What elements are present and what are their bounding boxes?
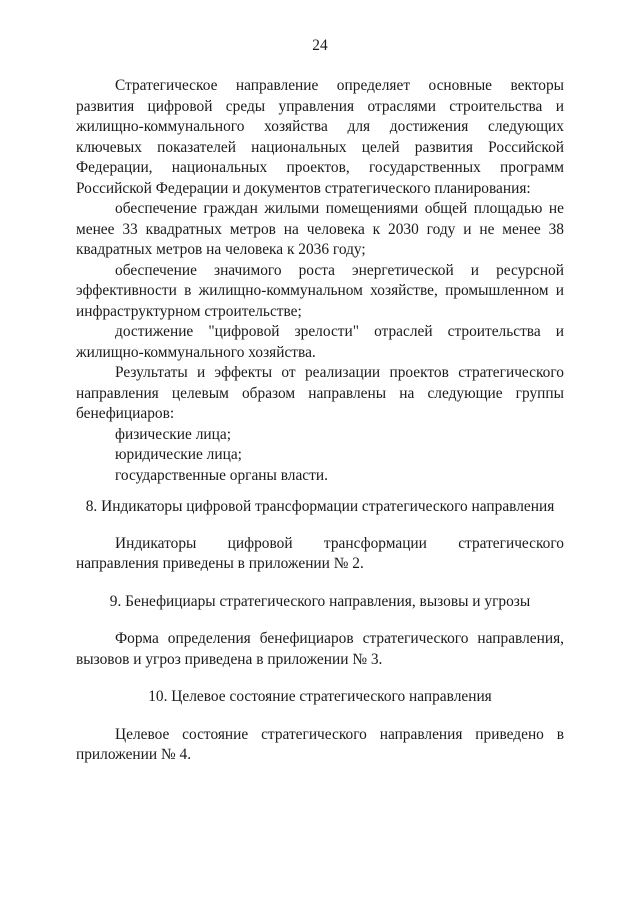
results-paragraph: Результаты и эффекты от реализации проектов стратегического направления целевым образом направлены на следующие группы бенефициаров: — [76, 364, 564, 422]
goal-item-3: достижение "цифровой зрелости" отраслей строительства и жилищно-коммунального хозяйства. — [76, 323, 564, 361]
beneficiary-item-2: юридические лица; — [115, 446, 242, 463]
section-9-text: Форма определения бенефициаров стратегического направления, вызовов и угроз приведена в приложении № 3. — [76, 630, 564, 668]
section-10-text: Целевое состояние стратегического направления приведено в приложении № 4. — [76, 725, 564, 763]
section-10-heading: 10. Целевое состояние стратегического направления — [148, 688, 492, 705]
document-body — [76, 76, 564, 766]
section-8-text: Индикаторы цифровой трансформации стратегического направления приведены в приложении № 2. — [76, 534, 564, 572]
section-8-heading: 8. Индикаторы цифровой трансформации стратегического направления — [85, 498, 555, 515]
page-number: 24 — [312, 37, 328, 54]
section-9-heading: 9. Бенефициары стратегического направления, вызовы и угрозы — [109, 592, 531, 610]
goal-item-1: обеспечение граждан жилыми помещениями общей площадью не менее 33 квадратных метров на человека к 2030 году и не менее 38 квадратных метров на человека к 2036 году; — [76, 200, 564, 258]
goal-item-2: обеспечение значимого роста энергетической и ресурсной эффективности в жилищно-коммунальном хозяйстве, промышленном и инфраструктурном строительстве; — [76, 261, 564, 320]
intro-paragraph: Стратегическое направление определяет основные векторы развития цифровой среды управления отраслями строительства и жилищно-коммунального хозяйства для достижения следующих ключевых показателей национальных целей развития Российской Федерации, национальных проектов, государственных программ Российской Федерации и документов стратегического планирования: — [76, 77, 564, 197]
beneficiary-item-3: государственные органы власти. — [115, 466, 328, 484]
beneficiary-item-1: физические лица; — [115, 425, 231, 443]
